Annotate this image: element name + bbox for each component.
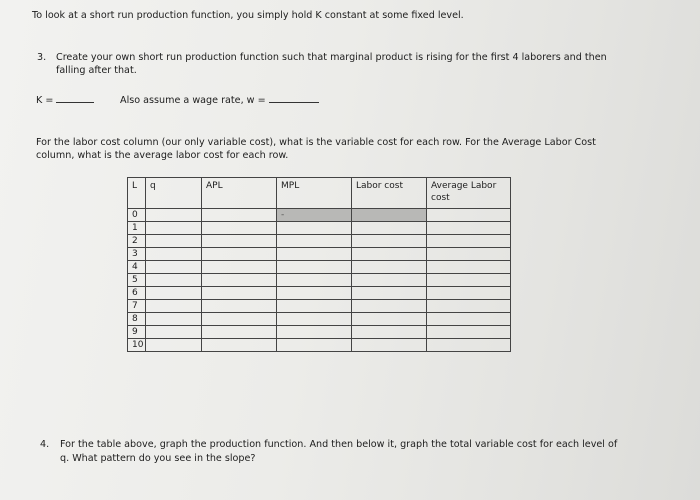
l-value: 10 (128, 339, 146, 352)
l-value: 5 (128, 274, 146, 287)
mpl-first-row-mark: - (277, 209, 352, 222)
table-row (128, 261, 511, 274)
wage-assumption (120, 93, 319, 108)
wage-blank[interactable] (269, 93, 319, 103)
table-row (128, 326, 511, 339)
table-row (128, 274, 511, 287)
wage-label: Also assume a wage rate, w = (120, 95, 266, 106)
header-mpl: MPL (277, 178, 352, 209)
question-4-number: 4. (40, 439, 50, 450)
question-4-line-1: For the table above, graph the production function. And then below it, graph the total variable cost for each level of (60, 439, 618, 450)
question-4-line-2: q. What pattern do you see in the slope? (60, 453, 256, 464)
table-row (128, 287, 511, 300)
header-apl: APL (202, 178, 277, 209)
k-label: K = (36, 95, 54, 106)
table-row (128, 339, 511, 352)
header-q: q (146, 178, 202, 209)
table-header-row (128, 178, 511, 209)
labor-cost-instructions-line-1: For the labor cost column (our only variable cost), what is the variable cost for each row. For the Average Labor Cost (36, 137, 596, 148)
question-3-line-1: Create your own short run production function such that marginal product is rising for the first 4 laborers and then (56, 52, 607, 63)
l-value: 0 (128, 209, 146, 222)
l-value: 6 (128, 287, 146, 300)
header-l: L (128, 178, 146, 209)
header-average-labor-cost: Average Labor cost (427, 178, 511, 209)
intro-text: To look at a short run production function, you simply hold K constant at some fixed level. (32, 10, 464, 21)
production-table (127, 177, 511, 352)
table-row (128, 248, 511, 261)
table-row (128, 300, 511, 313)
l-value: 1 (128, 222, 146, 235)
l-value: 9 (128, 326, 146, 339)
header-labor-cost: Labor cost (352, 178, 427, 209)
l-value: 2 (128, 235, 146, 248)
l-value: 7 (128, 300, 146, 313)
k-blank[interactable] (56, 93, 94, 103)
table-row (128, 222, 511, 235)
l-value: 3 (128, 248, 146, 261)
l-value: 4 (128, 261, 146, 274)
table-row (128, 209, 511, 222)
table-row (128, 313, 511, 326)
question-3-line-2: falling after that. (56, 65, 137, 76)
question-3-number: 3. (37, 52, 47, 63)
l-value: 8 (128, 313, 146, 326)
table-row (128, 235, 511, 248)
labor-cost-instructions-line-2: column, what is the average labor cost for each row. (36, 150, 289, 161)
k-assumption (36, 93, 94, 108)
